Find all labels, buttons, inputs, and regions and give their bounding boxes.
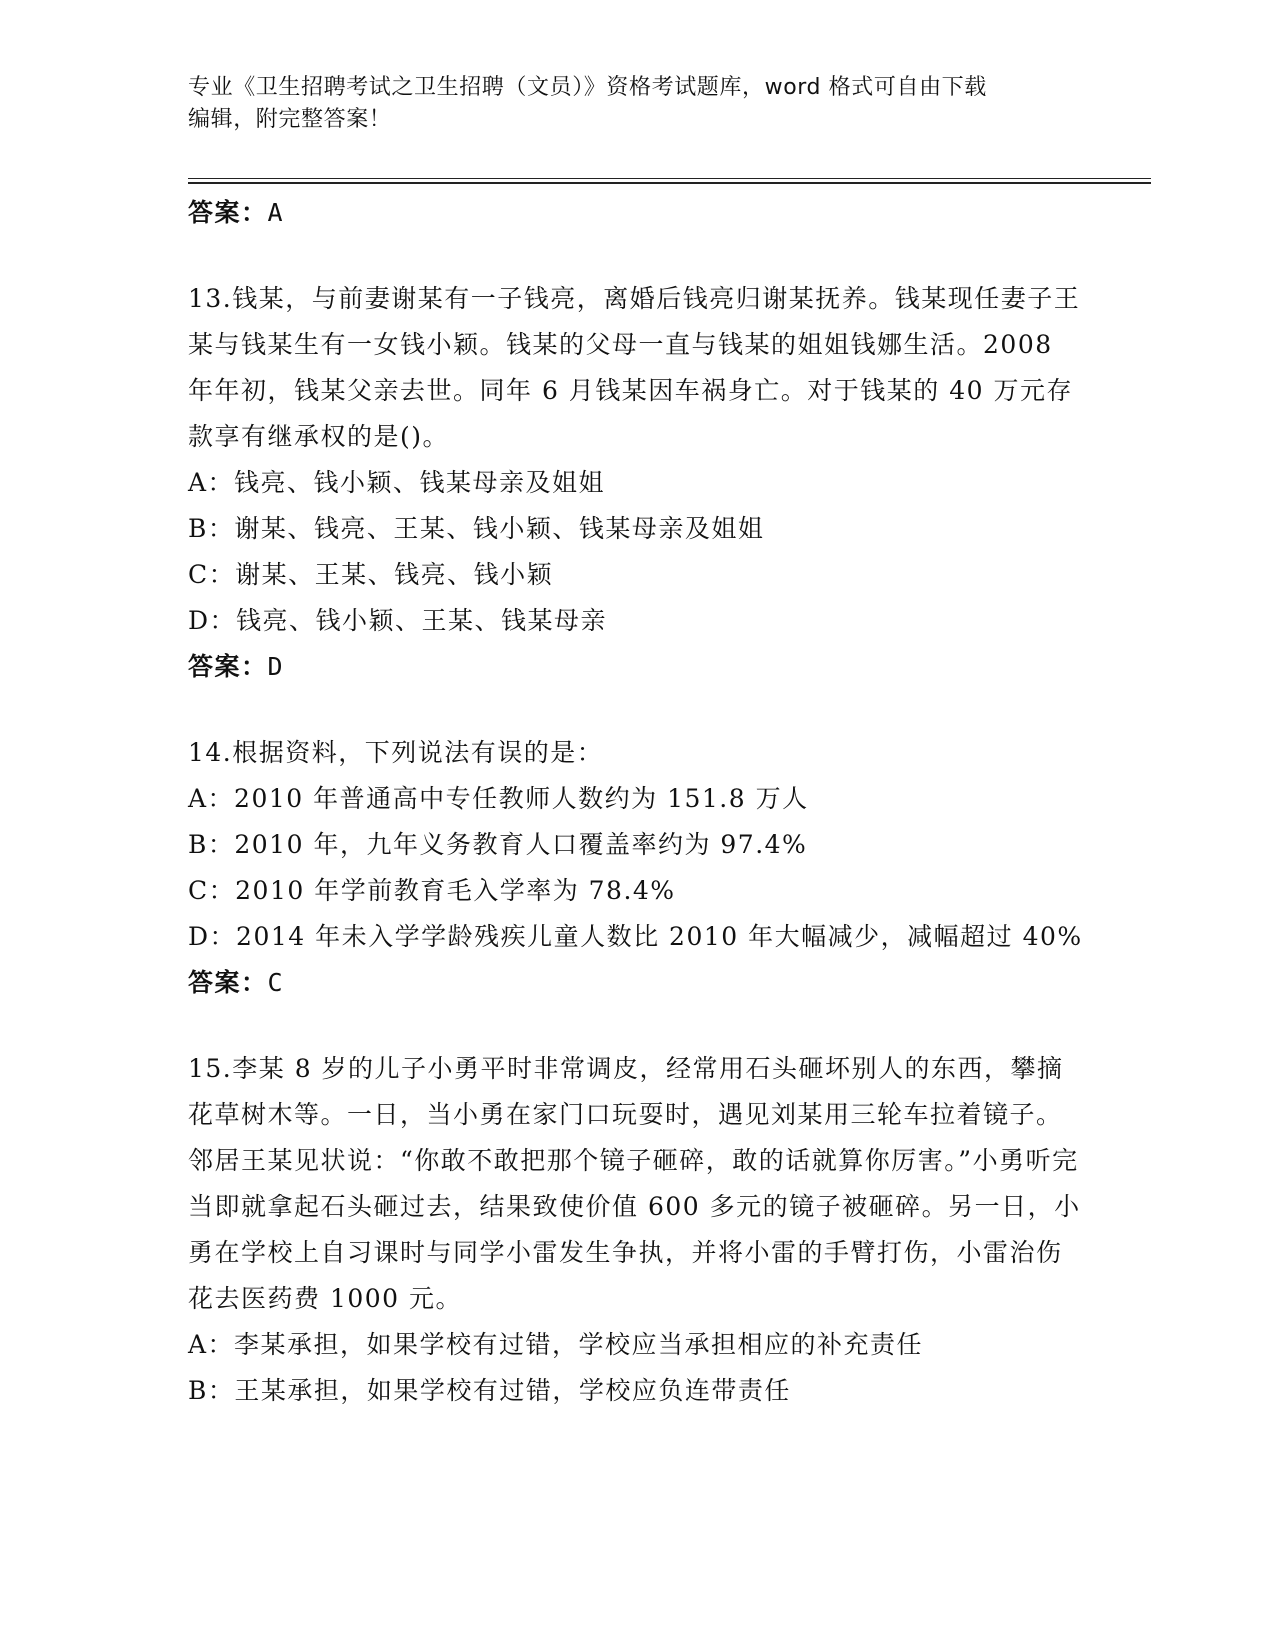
option-d: D：2014 年未入学学龄残疾儿童人数比 2010 年大幅减少，减幅超过 40%: [188, 922, 1083, 951]
answer-label: 答案：: [188, 198, 268, 227]
answer-label: 答案：: [188, 652, 268, 681]
question-13: [188, 276, 1088, 690]
question-15: [188, 1046, 1088, 1414]
option-b: B：王某承担，如果学校有过错，学校应负连带责任: [188, 1376, 791, 1405]
header-line-2: 编辑，附完整答案！: [188, 107, 392, 132]
answer-line: [188, 960, 1088, 1006]
previous-answer: [188, 190, 1088, 236]
header-line-1: 专业《卫生招聘考试之卫生招聘（文员）》资格考试题库，word 格式可自由下载: [188, 75, 987, 100]
answer-value: C: [267, 968, 285, 997]
question-text: 14.根据资料，下列说法有误的是：: [188, 738, 604, 767]
option-c: C：2010 年学前教育毛入学率为 78.4%: [188, 876, 676, 905]
option-a: A：2010 年普通高中专任教师人数约为 151.8 万人: [188, 784, 809, 813]
question-14: [188, 730, 1088, 1006]
option-b: B：2010 年，九年义务教育人口覆盖率约为 97.4%: [188, 830, 808, 859]
answer-line: [188, 644, 1088, 690]
option-a: A：钱亮、钱小颖、钱某母亲及姐姐: [188, 468, 606, 497]
answer-value: A: [267, 198, 285, 227]
document-header: [188, 72, 1088, 136]
option-b: B：谢某、钱亮、王某、钱小颖、钱某母亲及姐姐: [188, 514, 765, 543]
header-rule-thick: [188, 182, 1151, 184]
question-text: 13.钱某，与前妻谢某有一子钱亮，离婚后钱亮归谢某抚养。钱某现任妻子王某与钱某生有一女钱小颖。钱某的父母一直与钱某的姐姐钱娜生活。2008 年年初，钱某父亲去世。同年 6 月钱某因车祸身亡。对于钱某的 40 万元存款享有继承权的是()。: [188, 284, 1081, 451]
header-rule-thin: [188, 178, 1151, 179]
question-content: [188, 190, 1088, 1414]
option-a: A：李某承担，如果学校有过错，学校应当承担相应的补充责任: [188, 1330, 924, 1359]
option-d: D：钱亮、钱小颖、王某、钱某母亲: [188, 606, 608, 635]
question-text: 15.李某 8 岁的儿子小勇平时非常调皮，经常用石头砸坏别人的东西，攀摘花草树木等。一日，当小勇在家门口玩耍时，遇见刘某用三轮车拉着镜子。邻居王某见状说：“你敢不敢把那个镜子砸碎，敢的话就算你厉害。”小勇听完当即就拿起石头砸过去，结果致使价值 600 多元的镜子被砸碎。另一日，小勇在学校上自习课时与同学小雷发生争执，并将小雷的手臂打伤，小雷治伤花去医药费 1000 元。: [188, 1054, 1081, 1313]
answer-label: 答案：: [188, 968, 268, 997]
option-c: C：谢某、王某、钱亮、钱小颖: [188, 560, 554, 589]
answer-value: D: [267, 652, 285, 681]
